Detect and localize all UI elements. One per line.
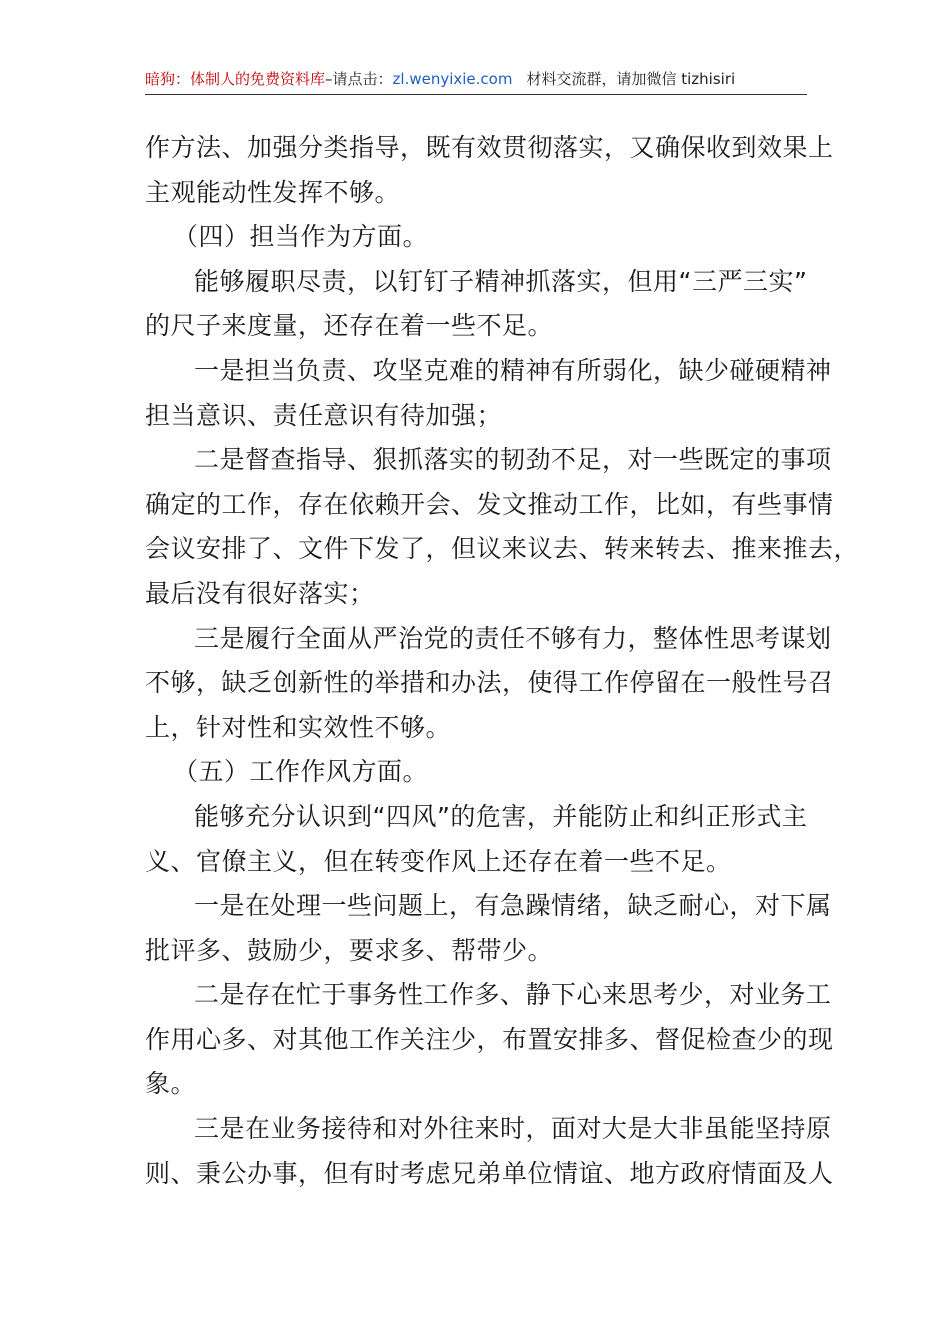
header-brand: 暗狗：体制人的免费资料库 [145,70,326,88]
section-heading: （四）担当作为方面。 [173,222,429,252]
text-line: 作方法、加强分类指导，既有效贯彻落实，又确保收到效果上 [145,133,834,162]
text-line: 二是存在忙于事务性工作多、静下心来思考少，对业务工 [194,980,832,1010]
document-body [145,126,860,1196]
text-line: 能够履职尽责，以钉钉子精神抓落实，但用“三严三实” [194,266,808,296]
text-line: 则、秉公办事，但有时考虑兄弟单位情谊、地方政府情面及人 [145,1158,834,1188]
text-line: 担当意识、责任意识有待加强； [145,400,503,430]
text-line: 最后没有很好落实； [145,578,375,608]
text-line: 批评多、鼓励少，要求多、帮带少。 [145,935,554,965]
text-line: 的尺子来度量，还存在着一些不足。 [145,311,554,341]
text-line: 上，针对性和实效性不够。 [145,712,452,742]
page-header [145,64,807,95]
text-line: 能够充分认识到“四风”的危害，并能防止和纠正形式主 [194,801,808,831]
header-contact: 材料交流群，请加微信 tizhisiri [526,70,736,88]
text-line: 三是履行全面从严治党的责任不够有力，整体性思考谋划 [194,623,832,653]
text-line: 三是在业务接待和对外往来时，面对大是大非虽能坚持原 [194,1114,832,1144]
text-line: 会议安排了、文件下发了，但议来议去、转来转去、推来推去， [145,534,860,564]
text-line: 一是在处理一些问题上，有急躁情绪，缺乏耐心，对下属 [194,891,832,921]
text-line: 主观能动性发挥不够。 [145,177,401,207]
header-link[interactable]: zl.wenyixie.com [392,70,513,88]
text-line: 确定的工作，存在依赖开会、发文推动工作，比如，有些事情 [145,489,834,519]
text-line: 作用心多、对其他工作关注少，布置安排多、督促检查少的现 [145,1024,834,1054]
header-click-prefix: –请点击： [325,70,393,88]
text-line: 二是督查指导、狠抓落实的韧劲不足，对一些既定的事项 [194,445,832,475]
text-line: 一是担当负责、攻坚克难的精神有所弱化，缺少碰硬精神 [194,355,832,385]
section-heading: （五）工作作风方面。 [173,757,429,787]
text-line: 义、官僚主义，但在转变作风上还存在着一些不足。 [145,846,732,876]
text-line: 象。 [145,1069,197,1099]
text-line: 不够，缺乏创新性的举措和办法，使得工作停留在一般性号召 [145,668,834,698]
